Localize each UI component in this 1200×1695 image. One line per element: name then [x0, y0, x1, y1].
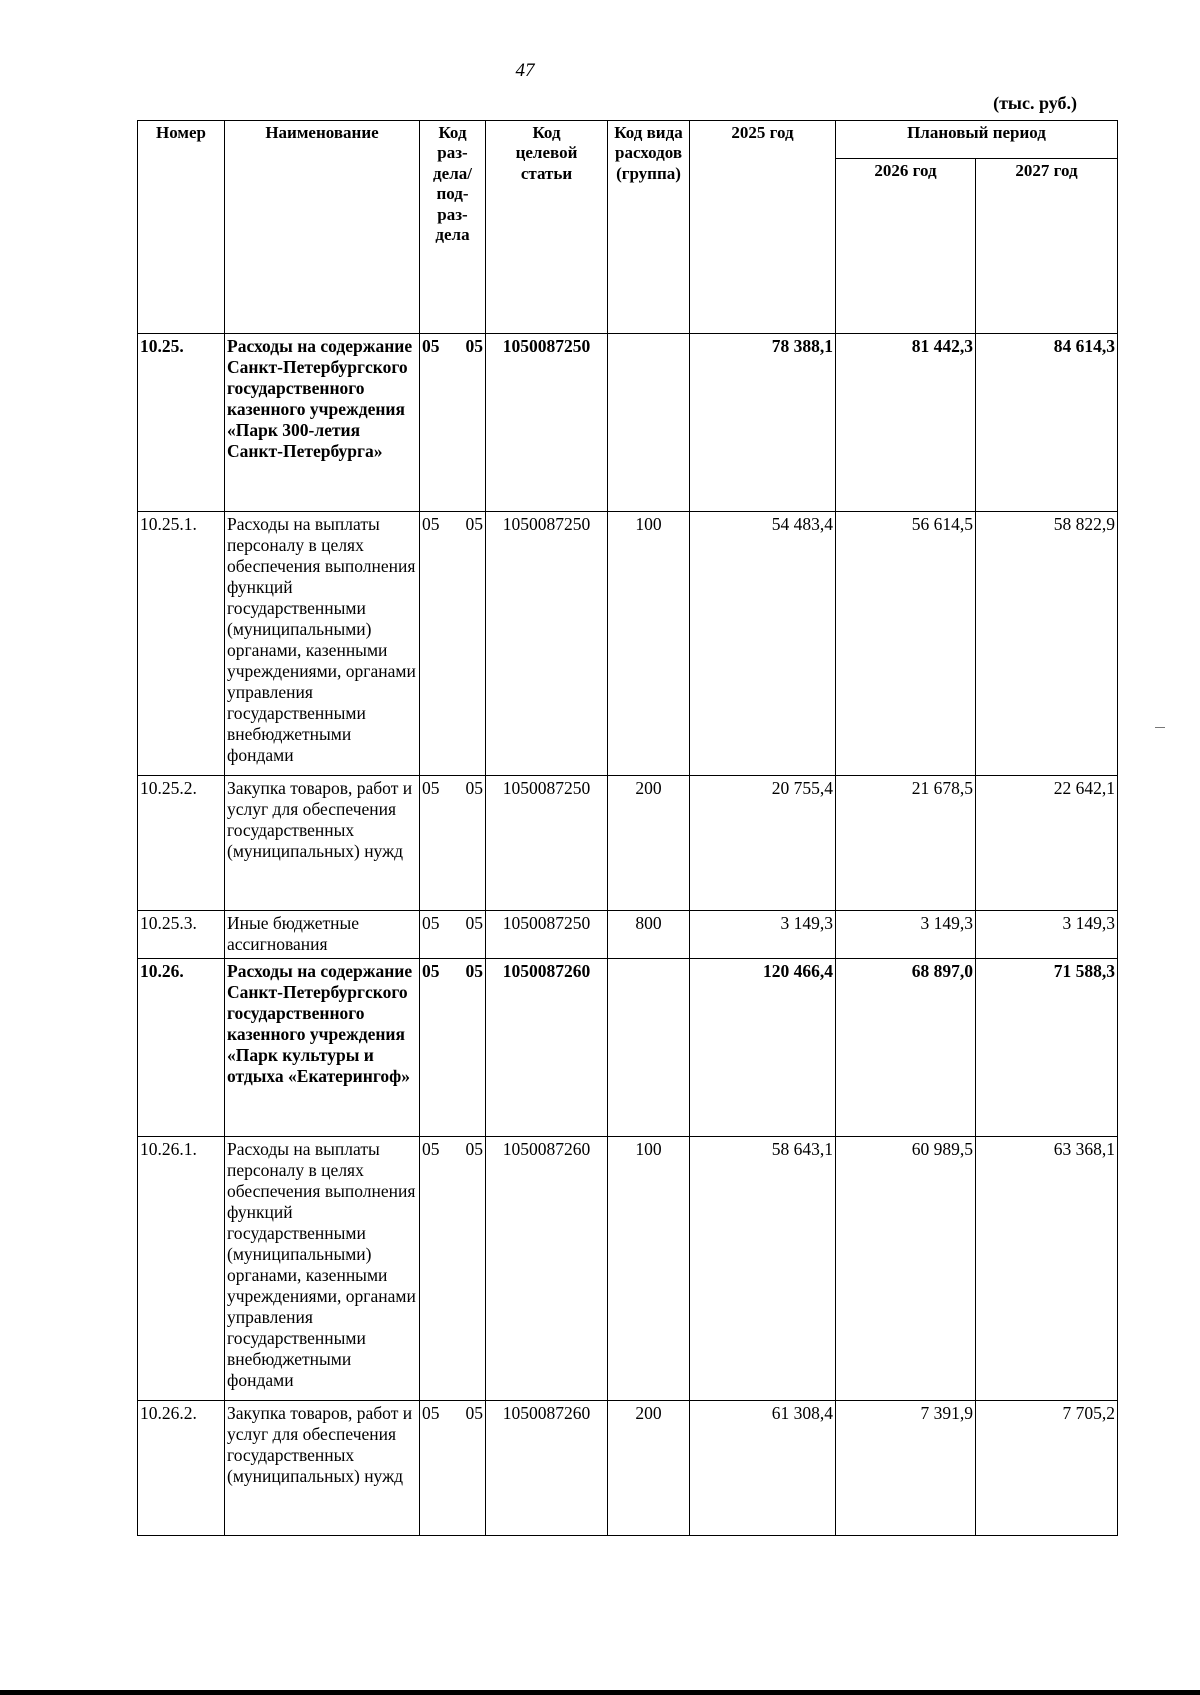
table-row	[138, 959, 1118, 1137]
row-amount-2026: 68 897,0	[836, 959, 976, 1137]
header-year-2027: 2027 год	[976, 159, 1118, 334]
row-amount-2025: 78 388,1	[690, 334, 836, 512]
row-rz: 05	[422, 961, 440, 981]
row-expense-type	[608, 959, 690, 1137]
row-rz: 05	[422, 336, 440, 356]
table-row	[138, 512, 1118, 776]
row-expense-type: 100	[608, 1137, 690, 1401]
table-row	[138, 776, 1118, 911]
row-name: Закупка товаров, работ и услуг для обеспечения государственных (муниципальных) нужд	[225, 776, 420, 911]
row-amount-2027: 84 614,3	[976, 334, 1118, 512]
header-row-1	[138, 121, 1118, 159]
row-amount-2026: 81 442,3	[836, 334, 976, 512]
row-amount-2026: 3 149,3	[836, 911, 976, 959]
row-amount-2025: 54 483,4	[690, 512, 836, 776]
units-label: (тыс. руб.)	[993, 93, 1077, 113]
row-expense-type: 200	[608, 776, 690, 911]
row-razdel-code	[420, 959, 486, 1137]
row-number: 10.26.1.	[138, 1137, 225, 1401]
row-amount-2025: 3 149,3	[690, 911, 836, 959]
row-target-code: 1050087250	[486, 911, 608, 959]
row-target-code: 1050087250	[486, 334, 608, 512]
row-razdel-code	[420, 1137, 486, 1401]
row-amount-2025: 120 466,4	[690, 959, 836, 1137]
row-prz: 05	[465, 1403, 483, 1423]
header-razdel-code: Код раз- дела/ под- раз- дела	[420, 121, 486, 334]
header-target-code: Код целевой статьи	[486, 121, 608, 334]
row-amount-2025: 20 755,4	[690, 776, 836, 911]
budget-table	[137, 120, 1118, 1536]
table-row	[138, 334, 1118, 512]
row-prz: 05	[465, 1139, 483, 1159]
row-target-code: 1050087260	[486, 959, 608, 1137]
margin-mark	[1155, 727, 1165, 728]
row-name: Иные бюджетные ассигнования	[225, 911, 420, 959]
row-amount-2026: 56 614,5	[836, 512, 976, 776]
row-razdel-code	[420, 1401, 486, 1536]
row-amount-2027: 22 642,1	[976, 776, 1118, 911]
header-number: Номер	[138, 121, 225, 334]
table-row	[138, 1137, 1118, 1401]
row-expense-type: 800	[608, 911, 690, 959]
row-name: Расходы на выплаты персоналу в целях обеспечения выполнения функций государственными (муниципальными) органами, казенными учреждениями, органами управления государственными внебюджетными фондами	[225, 1137, 420, 1401]
row-amount-2025: 58 643,1	[690, 1137, 836, 1401]
header-name: Наименование	[225, 121, 420, 334]
table-row	[138, 911, 1118, 959]
row-name: Расходы на содержание Санкт-Петербургского государственного казенного учреждения «Парк 300-летия Санкт-Петербурга»	[225, 334, 420, 512]
header-expense-type: Код вида расходов (группа)	[608, 121, 690, 334]
header-planned-period: Плановый период	[836, 121, 1118, 159]
header-year-2026: 2026 год	[836, 159, 976, 334]
page-number: 47	[515, 60, 535, 81]
row-amount-2027: 3 149,3	[976, 911, 1118, 959]
row-target-code: 1050087250	[486, 512, 608, 776]
row-amount-2025: 61 308,4	[690, 1401, 836, 1536]
header-year-2025: 2025 год	[690, 121, 836, 334]
table-row	[138, 1401, 1118, 1536]
row-expense-type: 100	[608, 512, 690, 776]
row-amount-2026: 60 989,5	[836, 1137, 976, 1401]
row-rz: 05	[422, 1139, 440, 1159]
row-prz: 05	[465, 961, 483, 981]
row-razdel-code	[420, 512, 486, 776]
row-rz: 05	[422, 1403, 440, 1423]
row-prz: 05	[465, 514, 483, 534]
row-rz: 05	[422, 514, 440, 534]
row-amount-2027: 7 705,2	[976, 1401, 1118, 1536]
row-amount-2026: 21 678,5	[836, 776, 976, 911]
row-razdel-code	[420, 334, 486, 512]
row-amount-2027: 58 822,9	[976, 512, 1118, 776]
row-name: Расходы на выплаты персоналу в целях обеспечения выполнения функций государственными (муниципальными) органами, казенными учреждениями, органами управления государственными внебюджетными фондами	[225, 512, 420, 776]
row-prz: 05	[465, 336, 483, 356]
row-razdel-code	[420, 776, 486, 911]
row-rz: 05	[422, 913, 440, 933]
row-number: 10.26.2.	[138, 1401, 225, 1536]
row-rz: 05	[422, 778, 440, 798]
row-amount-2027: 71 588,3	[976, 959, 1118, 1137]
row-target-code: 1050087260	[486, 1401, 608, 1536]
row-expense-type: 200	[608, 1401, 690, 1536]
row-number: 10.25.1.	[138, 512, 225, 776]
row-name: Расходы на содержание Санкт-Петербургского государственного казенного учреждения «Парк культуры и отдыха «Екатерингоф»	[225, 959, 420, 1137]
row-razdel-code	[420, 911, 486, 959]
row-target-code: 1050087250	[486, 776, 608, 911]
row-amount-2027: 63 368,1	[976, 1137, 1118, 1401]
row-prz: 05	[465, 913, 483, 933]
row-prz: 05	[465, 778, 483, 798]
row-target-code: 1050087260	[486, 1137, 608, 1401]
row-amount-2026: 7 391,9	[836, 1401, 976, 1536]
row-number: 10.25.	[138, 334, 225, 512]
scan-edge	[0, 1690, 1200, 1695]
row-expense-type	[608, 334, 690, 512]
row-number: 10.25.2.	[138, 776, 225, 911]
row-number: 10.25.3.	[138, 911, 225, 959]
row-number: 10.26.	[138, 959, 225, 1137]
row-name: Закупка товаров, работ и услуг для обеспечения государственных (муниципальных) нужд	[225, 1401, 420, 1536]
